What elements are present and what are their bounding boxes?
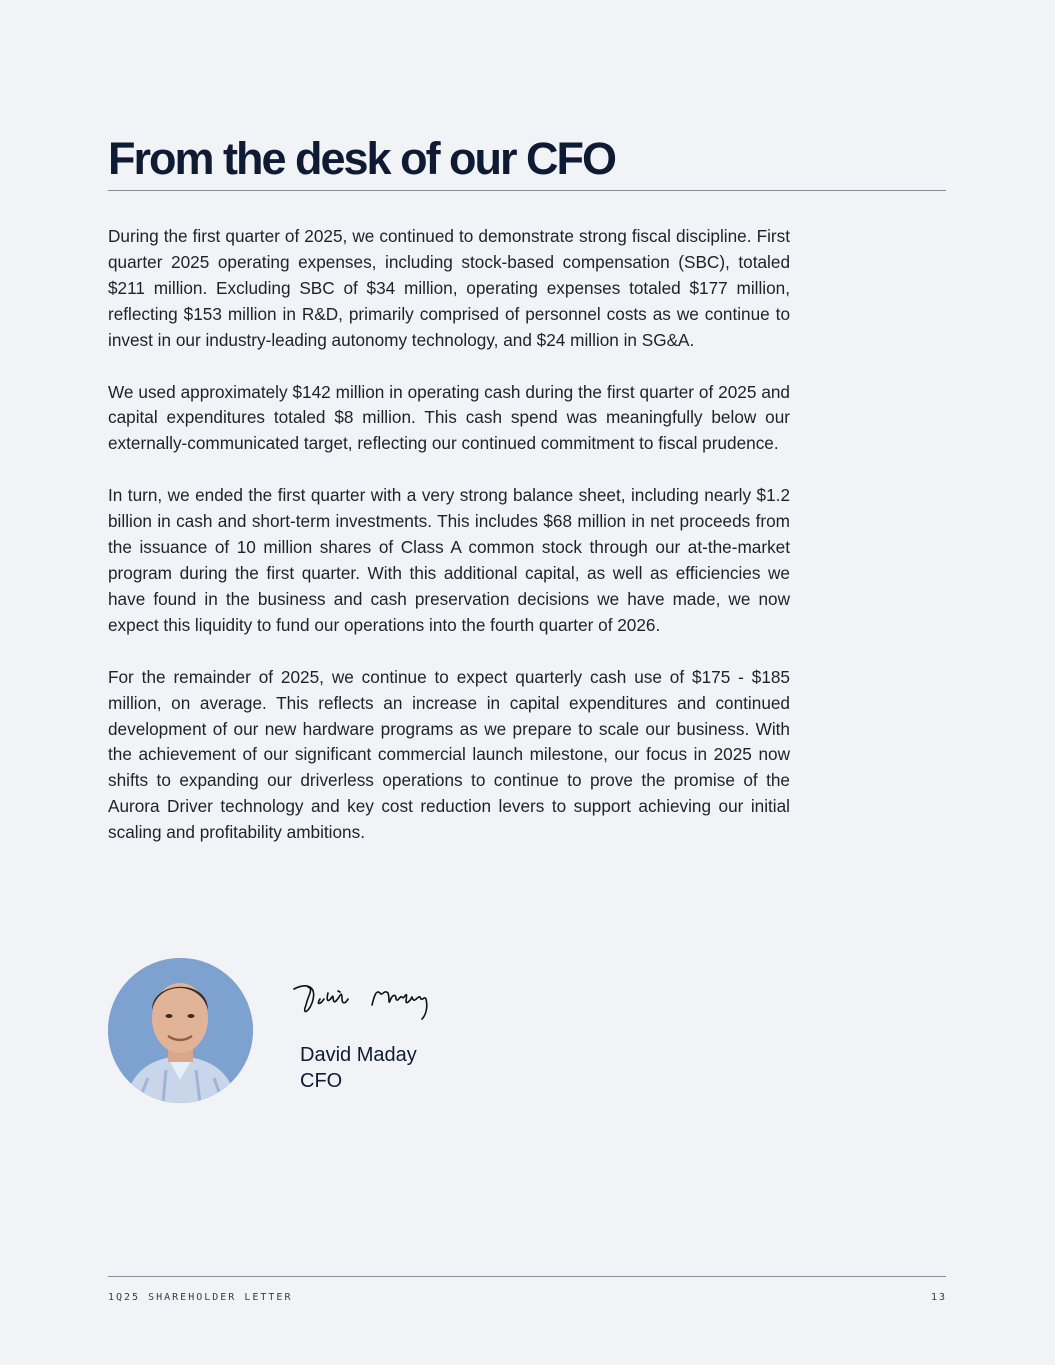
cfo-signature [288,975,448,1025]
paragraph-operating-expenses: During the first quarter of 2025, we continued to demonstrate strong fiscal discipline. First quarter 2025 operating expenses, including stock-based compensation (SBC), totaled $211 million. Excluding SBC of $34 million, operating expenses totaled $177 million, reflecting $153 million in R&D, primarily comprised of personnel costs as we continue to invest in our industry-leading autonomy technology, and $24 million in SG&A. [108,226,790,350]
signatory-title: CFO [300,1070,343,1092]
cfo-portrait-photo [108,958,253,1103]
footer-page-number: 13 [930,1292,947,1303]
paragraph-balance-sheet: In turn, we ended the first quarter with a very strong balance sheet, including nearly $1.2 billion in cash and short-term investments. This includes $68 million in net proceeds from the issuance of 10 million shares of Class A common stock through our at-the-market program during the first quarter. With this additional capital, as well as efficiencies we have found in the business and cash preservation decisions we have made, we now expect this liquidity to fund our operations into the fourth quarter of 2026. [108,485,790,635]
paragraph-operating-cash: We used approximately $142 million in operating cash during the first quarter of 2025 and capital expenditures totaled $8 million. This cash spend was meaningfully below our externally-communicated target, reflecting our continued commitment to fiscal prudence. [108,381,790,454]
footer-document-label: 1Q25 SHAREHOLDER LETTER [108,1292,293,1303]
title-divider [108,190,946,191]
letter-body [108,224,790,872]
paragraph-outlook: For the remainder of 2025, we continue to expect quarterly cash use of $175 - $185 million, on average. This reflects an increase in capital expenditures and continued development of our new hardware programs as we prepare to scale our business. With the achievement of our significant commercial launch milestone, our focus in 2025 now shifts to expanding our driverless operations to continue to prove the promise of the Aurora Driver technology and key cost reduction levers to support achieving our initial scaling and profitability ambitions. [108,666,790,843]
signatory-name: David Maday [300,1044,417,1066]
page-title: From the desk of our CFO [108,133,616,184]
footer-divider [108,1276,946,1277]
